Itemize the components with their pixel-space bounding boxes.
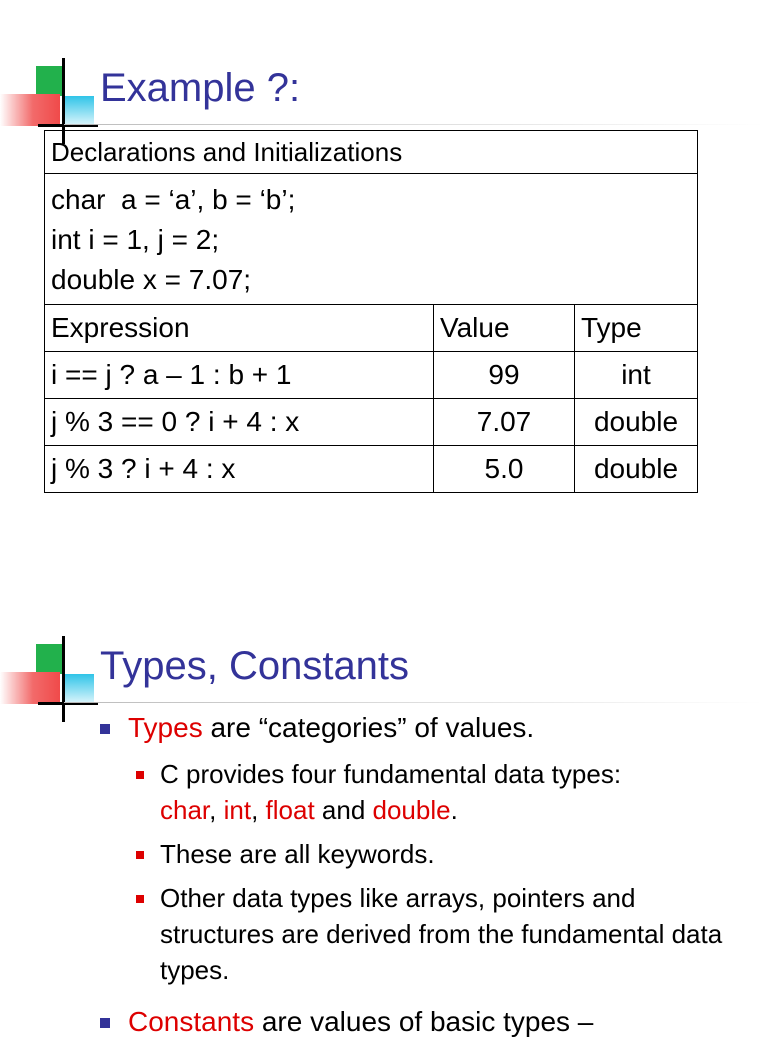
- separator: and: [314, 795, 373, 825]
- bullet-types: [100, 710, 740, 746]
- expression-cell: j % 3 ? i + 4 : x: [45, 446, 434, 493]
- declaration-line: double x = 7.07;: [51, 264, 252, 295]
- type-keyword: float: [265, 795, 315, 825]
- table-row: [45, 352, 698, 399]
- separator: .: [450, 795, 458, 825]
- declarations-cell: [45, 174, 698, 305]
- type-cell: int: [575, 352, 698, 399]
- expression-cell: i == j ? a – 1 : b + 1: [45, 352, 434, 399]
- slide-logo-icon: [0, 636, 80, 726]
- bullet-list: [100, 710, 740, 1050]
- slide-title: Types, Constants: [100, 644, 410, 688]
- table-row: [45, 399, 698, 446]
- slide-title: Example ?:: [100, 66, 301, 110]
- column-header-value: Value: [434, 305, 575, 352]
- sub-bullet: [136, 756, 740, 828]
- type-cell: double: [575, 446, 698, 493]
- sub-bullet: These are all keywords.: [136, 836, 740, 872]
- highlight-text: Constants: [128, 1006, 255, 1037]
- bullet-text: are values of basic types –: [254, 1006, 594, 1037]
- type-cell: double: [575, 399, 698, 446]
- type-keyword: char: [160, 795, 210, 825]
- sub-bullet-text: C provides four fundamental data types:: [160, 759, 622, 789]
- type-keyword: int: [223, 795, 252, 825]
- declaration-line: int i = 1, j = 2;: [51, 224, 220, 255]
- column-header-expression: Expression: [45, 305, 434, 352]
- value-cell: 7.07: [434, 399, 575, 446]
- separator: ,: [209, 795, 224, 825]
- table-header: Declarations and Initializations: [45, 131, 698, 174]
- bullet-text: are “categories” of values.: [202, 712, 535, 743]
- value-cell: 99: [434, 352, 575, 399]
- type-keyword: double: [372, 795, 451, 825]
- sub-bullet: Other data types like arrays, pointers and structures are derived from the fundamental data types.: [136, 880, 740, 988]
- expression-cell: j % 3 == 0 ? i + 4 : x: [45, 399, 434, 446]
- highlight-text: Types: [128, 712, 203, 743]
- bullet-constants: [100, 1004, 740, 1040]
- slide-types-constants: [0, 580, 768, 1037]
- column-header-type: Type: [575, 305, 698, 352]
- declaration-line: char a = ‘a’, b = ‘b’;: [51, 184, 296, 215]
- expression-table: [44, 130, 698, 493]
- table-column-headers: [45, 305, 698, 352]
- value-cell: 5.0: [434, 446, 575, 493]
- separator: ,: [251, 795, 266, 825]
- table-row: [45, 446, 698, 493]
